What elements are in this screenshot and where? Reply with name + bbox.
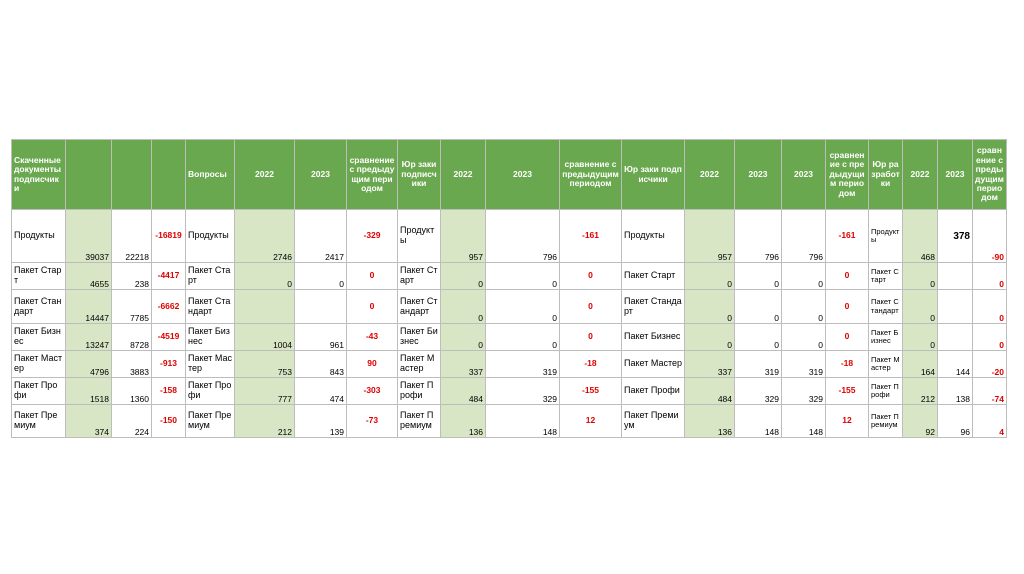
row-label: Пакет Старт — [186, 263, 235, 290]
header-legal-compare: сравнение с предыдущим периодом — [560, 140, 622, 210]
cell: 148 — [486, 405, 560, 438]
cell: 474 — [295, 378, 347, 405]
cell: 144 — [938, 351, 973, 378]
cell: 957 — [685, 210, 735, 263]
header-downloads: Скаченные документы подписчики — [12, 140, 66, 210]
cell: 319 — [486, 351, 560, 378]
cell: 329 — [486, 378, 560, 405]
diff-cell: -90 — [973, 210, 1007, 263]
cell — [235, 290, 295, 324]
cell: 39037 — [66, 210, 112, 263]
cell — [938, 290, 973, 324]
header-questions-compare: сравнение с предыдущим периодом — [347, 140, 398, 210]
cell: 0 — [486, 290, 560, 324]
cell: 0 — [903, 290, 938, 324]
row-label: Пакет Профи — [869, 378, 903, 405]
row-label: Пакет Бизнес — [12, 324, 66, 351]
cell: 468 — [903, 210, 938, 263]
cell: 0 — [903, 263, 938, 290]
cell: 777 — [235, 378, 295, 405]
cell: 0 — [295, 263, 347, 290]
row-label: Пакет Мастер — [12, 351, 66, 378]
cell: 7785 — [112, 290, 152, 324]
diff-cell: 0 — [973, 324, 1007, 351]
cell: 2417 — [295, 210, 347, 263]
cell: 843 — [295, 351, 347, 378]
row-label: Пакет Премиум — [186, 405, 235, 438]
table-row — [12, 210, 1007, 263]
diff-cell: -913 — [152, 351, 186, 378]
row-label: Пакет Бизнес — [622, 324, 685, 351]
diff-cell: -4519 — [152, 324, 186, 351]
diff-cell: -303 — [347, 378, 398, 405]
row-label: Пакет Старт — [869, 263, 903, 290]
header-dev-2023: 2023 — [938, 140, 973, 210]
header-dev: Юр разработки — [869, 140, 903, 210]
row-label: Пакет Стандарт — [622, 290, 685, 324]
row-label: Пакет Старт — [12, 263, 66, 290]
cell: 148 — [735, 405, 782, 438]
row-label: Пакет Стандарт — [869, 290, 903, 324]
header-legal2-2023b: 2023 — [782, 140, 826, 210]
diff-cell: 4 — [973, 405, 1007, 438]
header-legal2-compare: сравнение с предыдущим периодом — [826, 140, 869, 210]
cell: 337 — [441, 351, 486, 378]
row-label: Пакет Стандарт — [186, 290, 235, 324]
header-questions-2023: 2023 — [295, 140, 347, 210]
cell — [938, 263, 973, 290]
diff-cell: 0 — [973, 290, 1007, 324]
cell: 796 — [735, 210, 782, 263]
cell: 224 — [112, 405, 152, 438]
diff-cell: 12 — [826, 405, 869, 438]
row-label: Пакет Стандарт — [12, 290, 66, 324]
cell: 0 — [782, 290, 826, 324]
cell: 753 — [235, 351, 295, 378]
cell: 484 — [685, 378, 735, 405]
diff-cell: -6662 — [152, 290, 186, 324]
cell: 329 — [782, 378, 826, 405]
table-row — [12, 405, 1007, 438]
row-label: Продукты — [869, 210, 903, 263]
cell: 961 — [295, 324, 347, 351]
header-questions-2022: 2022 — [235, 140, 295, 210]
row-label: Пакет Профи — [186, 378, 235, 405]
table-row — [12, 378, 1007, 405]
row-label: Пакет Бизнес — [186, 324, 235, 351]
cell: 148 — [782, 405, 826, 438]
cell: 0 — [441, 290, 486, 324]
cell: 238 — [112, 263, 152, 290]
diff-cell: 0 — [826, 290, 869, 324]
table-row — [12, 324, 1007, 351]
cell: 0 — [782, 324, 826, 351]
stats-table — [11, 139, 1007, 438]
header-dev-compare: сравнение с предыдущим периодом — [973, 140, 1007, 210]
row-label: Пакет Мастер — [186, 351, 235, 378]
diff-cell: -20 — [973, 351, 1007, 378]
row-label: Пакет Премиум — [12, 405, 66, 438]
header-legal2-2023a: 2023 — [735, 140, 782, 210]
row-label: Пакет Старт — [622, 263, 685, 290]
header-legal2: Юр заки подписчики — [622, 140, 685, 210]
cell: 0 — [486, 263, 560, 290]
cell: 1004 — [235, 324, 295, 351]
header-legal-2023: 2023 — [486, 140, 560, 210]
row-label: Пакет Бизнес — [869, 324, 903, 351]
cell: 796 — [486, 210, 560, 263]
diff-cell: 0 — [973, 263, 1007, 290]
row-label: Пакет Бизнес — [398, 324, 441, 351]
row-label: Пакет Премиум — [622, 405, 685, 438]
cell: 0 — [735, 263, 782, 290]
cell: 0 — [235, 263, 295, 290]
cell: 138 — [938, 378, 973, 405]
diff-cell: -73 — [347, 405, 398, 438]
cell: 0 — [486, 324, 560, 351]
diff-cell: -150 — [152, 405, 186, 438]
diff-cell: 0 — [347, 263, 398, 290]
row-label: Продукты — [398, 210, 441, 263]
cell: 957 — [441, 210, 486, 263]
diff-cell: -155 — [560, 378, 622, 405]
cell: 0 — [735, 290, 782, 324]
cell: 3883 — [112, 351, 152, 378]
cell: 139 — [295, 405, 347, 438]
cell — [938, 324, 973, 351]
cell: 319 — [782, 351, 826, 378]
diff-cell: -74 — [973, 378, 1007, 405]
header-legal: Юр заки подписчики — [398, 140, 441, 210]
header-empty-2 — [112, 140, 152, 210]
diff-cell: -161 — [826, 210, 869, 263]
header-legal-2022: 2022 — [441, 140, 486, 210]
diff-cell: 0 — [826, 324, 869, 351]
cell: 329 — [735, 378, 782, 405]
row-label: Пакет Профи — [398, 378, 441, 405]
diff-cell: -18 — [560, 351, 622, 378]
cell: 0 — [441, 263, 486, 290]
diff-cell: 90 — [347, 351, 398, 378]
cell: 0 — [685, 290, 735, 324]
row-label: Пакет Старт — [398, 263, 441, 290]
cell: 2746 — [235, 210, 295, 263]
cell: 484 — [441, 378, 486, 405]
cell: 136 — [685, 405, 735, 438]
diff-cell: -16819 — [152, 210, 186, 263]
row-label: Пакет Стандарт — [398, 290, 441, 324]
diff-cell: -18 — [826, 351, 869, 378]
cell: 164 — [903, 351, 938, 378]
header-dev-2022: 2022 — [903, 140, 938, 210]
cell: 0 — [782, 263, 826, 290]
cell: 0 — [903, 324, 938, 351]
cell: 0 — [685, 324, 735, 351]
cell: 337 — [685, 351, 735, 378]
cell: 0 — [441, 324, 486, 351]
cell: 212 — [903, 378, 938, 405]
cell: 22218 — [112, 210, 152, 263]
row-label: Пакет Мастер — [398, 351, 441, 378]
cell: 319 — [735, 351, 782, 378]
cell: 92 — [903, 405, 938, 438]
row-label: Пакет Премиум — [869, 405, 903, 438]
diff-cell: -161 — [560, 210, 622, 263]
header-questions: Вопросы — [186, 140, 235, 210]
cell: 212 — [235, 405, 295, 438]
diff-cell: 0 — [560, 290, 622, 324]
row-label: Пакет Премиум — [398, 405, 441, 438]
diff-cell: 0 — [560, 263, 622, 290]
cell: 8728 — [112, 324, 152, 351]
stats-table-wrapper — [11, 139, 1007, 438]
cell: 796 — [782, 210, 826, 263]
row-label: Продукты — [186, 210, 235, 263]
cell: 0 — [685, 263, 735, 290]
row-label: Пакет Профи — [622, 378, 685, 405]
diff-cell: -4417 — [152, 263, 186, 290]
cell: 136 — [441, 405, 486, 438]
cell: 13247 — [66, 324, 112, 351]
header-empty-3 — [152, 140, 186, 210]
header-empty-1 — [66, 140, 112, 210]
row-label: Пакет Профи — [12, 378, 66, 405]
row-label: Пакет Мастер — [869, 351, 903, 378]
diff-cell: -158 — [152, 378, 186, 405]
header-legal2-2022: 2022 — [685, 140, 735, 210]
cell: 374 — [66, 405, 112, 438]
cell: 14447 — [66, 290, 112, 324]
table-row — [12, 263, 1007, 290]
cell: 96 — [938, 405, 973, 438]
cell: 378 — [938, 210, 973, 263]
row-label: Продукты — [12, 210, 66, 263]
table-row — [12, 351, 1007, 378]
cell — [295, 290, 347, 324]
cell: 0 — [735, 324, 782, 351]
cell: 1518 — [66, 378, 112, 405]
table-row — [12, 290, 1007, 324]
cell: 1360 — [112, 378, 152, 405]
cell: 4796 — [66, 351, 112, 378]
diff-cell: 0 — [347, 290, 398, 324]
diff-cell: -329 — [347, 210, 398, 263]
diff-cell: 0 — [826, 263, 869, 290]
row-label: Пакет Мастер — [622, 351, 685, 378]
diff-cell: -43 — [347, 324, 398, 351]
cell: 4655 — [66, 263, 112, 290]
diff-cell: 12 — [560, 405, 622, 438]
header-row — [12, 140, 1007, 210]
row-label: Продукты — [622, 210, 685, 263]
diff-cell: 0 — [560, 324, 622, 351]
diff-cell: -155 — [826, 378, 869, 405]
